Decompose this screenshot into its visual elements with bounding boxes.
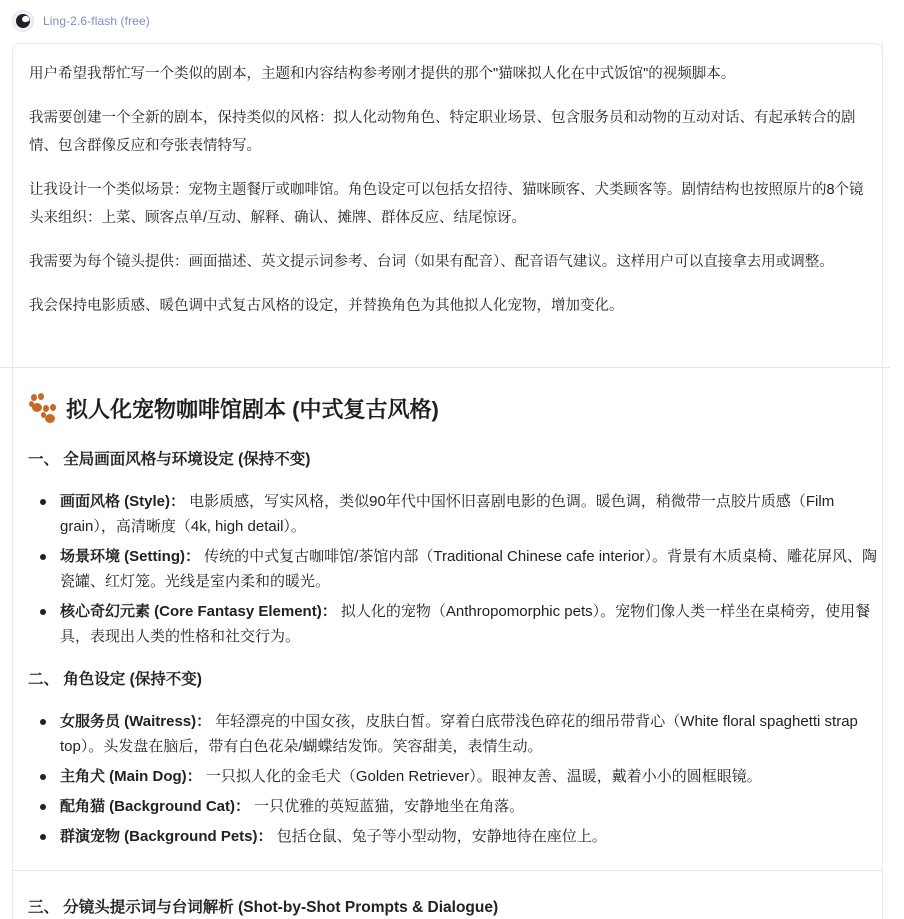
thinking-paragraph: 让我设计一个类似场景：宠物主题餐厅或咖啡馆。角色设定可以包括女招待、猫咪顾客、犬类顾客等。剧情结构也按照原片的8个镜头来组织：上菜、顾客点单/互动、解释、确认、摊牌、群体反应、结尾惊讶。 (29, 182, 864, 226)
item-term: 核心奇幻元素 (Core Fantasy Element)： (60, 603, 337, 620)
model-name[interactable]: Ling-2.6-flash (free) (43, 14, 150, 28)
panel-border (882, 43, 883, 919)
item-term: 主角犬 (Main Dog)： (60, 768, 202, 785)
item-text: 包括仓鼠、兔子等小型动物，安静地待在座位上。 (272, 828, 607, 845)
panel-border (12, 367, 13, 919)
item-term: 场景环境 (Setting)： (60, 548, 200, 565)
list-item (60, 709, 878, 759)
page-title (28, 384, 878, 432)
ling-logo-icon (12, 10, 34, 32)
character-list (60, 709, 878, 849)
thinking-paragraph: 我需要为每个镜头提供：画面描述、英文提示词参考、台词（如果有配音）、配音语气建议。这样用户可以直接拿去用或调整。 (29, 254, 834, 270)
paw-prints-icon (28, 393, 58, 423)
list-item (60, 544, 878, 594)
item-term: 配角猫 (Background Cat)： (60, 798, 251, 815)
thinking-paragraph: 我需要创建一个全新的剧本，保持类似的风格：拟人化动物角色、特定职业场景、包含服务员和动物的互动对话、有起承转合的剧情、包含群像反应和夸张表情特写。 (29, 110, 856, 154)
title-text: 拟人化宠物咖啡馆剧本 (中式复古风格) (66, 396, 439, 422)
item-text: 年轻漂亮的中国女孩，皮肤白皙。穿着白底带浅色碎花的细吊带背心（White floral spaghetti strap top）。头发盘在脑后，带有白色花朵/蝴蝶结发饰。笑容甜美，表情生动。 (60, 713, 858, 755)
style-list (60, 489, 878, 649)
item-text: 传统的中式复古咖啡馆/茶馆内部（Traditional Chinese cafe interior）。背景有木质桌椅、雕花屏风、陶瓷罐、红灯笼。光线是室内柔和的暖光。 (60, 548, 878, 590)
section-heading: 二、 角色设定 (保持不变) (28, 671, 202, 688)
list-item (60, 764, 878, 789)
response-content (28, 384, 878, 854)
chat-header (0, 0, 904, 42)
item-text: 一只优雅的英短蓝猫，安静地坐在角落。 (250, 798, 525, 815)
divider (12, 870, 882, 871)
item-text: 拟人化的宠物（Anthropomorphic pets）。宠物们像人类一样坐在桌椅旁，使用餐具，表现出人类的性格和社交行为。 (60, 603, 871, 645)
section-heading: 三、 分镜头提示词与台词解析 (Shot-by-Shot Prompts & Dialogue) (28, 899, 499, 916)
thinking-panel (12, 43, 883, 367)
thinking-paragraph: 我会保持电影质感、暖色调中式复古风格的设定，并替换角色为其他拟人化宠物，增加变化。 (29, 298, 624, 314)
list-item (60, 794, 878, 819)
item-term: 群演宠物 (Background Pets)： (60, 828, 273, 845)
divider (0, 367, 890, 368)
item-text: 电影质感，写实风格，类似90年代中国怀旧喜剧电影的色调。暖色调，稍微带一点胶片质感（Film grain），高清晰度（4k, high detail）。 (60, 493, 835, 535)
item-text: 一只拟人化的金毛犬（Golden Retriever）。眼神友善、温暖，戴着小小的圆框眼镜。 (201, 768, 762, 785)
list-item (60, 824, 878, 849)
section-heading: 一、 全局画面风格与环境设定 (保持不变) (28, 451, 311, 468)
list-item (60, 599, 878, 649)
thinking-paragraph: 用户希望我帮忙写一个类似的剧本，主题和内容结构参考刚才提供的那个"猫咪拟人化在中式饭馆"的视频脚本。 (29, 66, 736, 82)
item-term: 女服务员 (Waitress)： (60, 713, 212, 730)
item-term: 画面风格 (Style)： (60, 493, 186, 510)
list-item (60, 489, 878, 539)
